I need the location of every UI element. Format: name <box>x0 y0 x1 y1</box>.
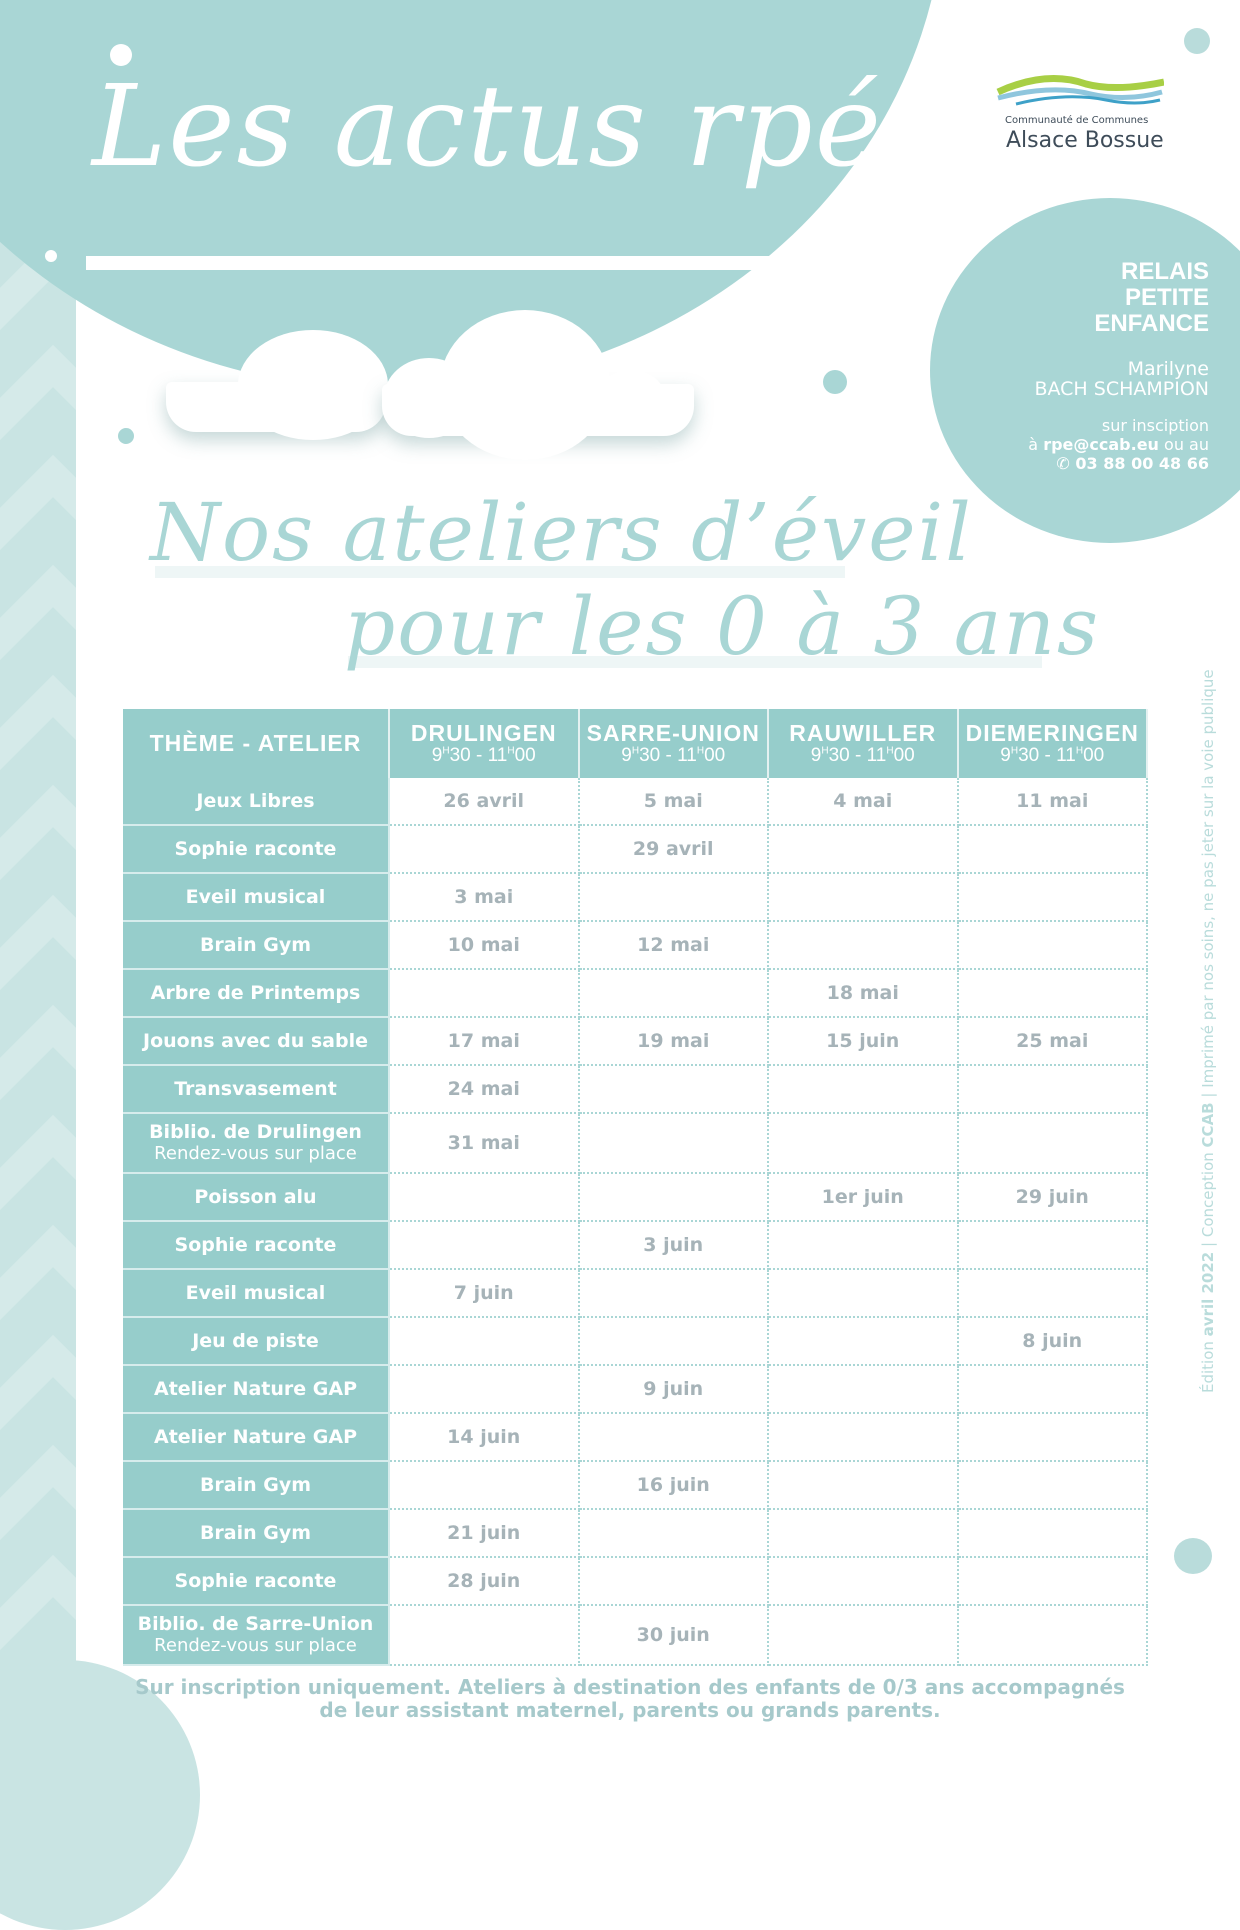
phone-line <box>1056 454 1209 473</box>
date-cell <box>768 1365 958 1413</box>
date-cell <box>768 873 958 921</box>
column-header-location <box>768 709 958 778</box>
contact-name: Marilyne <box>1127 358 1209 380</box>
contact-name: BACH SCHAMPION <box>1034 378 1209 400</box>
logo-label-small: Communauté de Communes <box>1005 115 1149 126</box>
theme-label: Biblio. de Sarre-Union <box>137 1613 374 1635</box>
date-cell: 18 mai <box>768 969 958 1017</box>
decorative-dot <box>45 250 57 262</box>
date-cell <box>768 1557 958 1605</box>
theme-cell <box>123 778 389 825</box>
table-header-row <box>123 709 1147 778</box>
date-cell <box>958 1557 1148 1605</box>
footer-line: Sur inscription uniquement. Ateliers à destination des enfants de 0/3 ans accompagnés <box>135 1675 1125 1699</box>
date-cell <box>389 825 579 873</box>
theme-cell <box>123 1509 389 1557</box>
theme-cell <box>123 921 389 969</box>
session-hours: $9^H30 - 11^H00$ <box>431 745 536 766</box>
theme-cell <box>123 825 389 873</box>
date-cell: 17 mai <box>389 1017 579 1065</box>
theme-label: Sophie raconte <box>174 1233 337 1256</box>
date-cell <box>579 969 769 1017</box>
date-cell: 7 juin <box>389 1269 579 1317</box>
table-row <box>123 1413 1147 1461</box>
theme-cell <box>123 1113 389 1173</box>
theme-label: Poisson alu <box>194 1185 317 1208</box>
theme-label: Sophie raconte <box>174 1569 337 1592</box>
title-underline <box>86 256 858 270</box>
date-cell <box>958 1413 1148 1461</box>
theme-cell <box>123 969 389 1017</box>
edition-credit: Édition avril 2022 | Conception CCAB | Imprimé par nos soins, ne pas jeter sur la voie publique <box>1199 669 1217 1393</box>
theme-cell <box>123 1413 389 1461</box>
date-cell: 24 mai <box>389 1065 579 1113</box>
date-cell <box>389 1605 579 1665</box>
date-cell <box>389 1221 579 1269</box>
column-header-location <box>389 709 579 778</box>
date-cell <box>579 873 769 921</box>
phone-number[interactable]: 03 88 00 48 66 <box>1075 454 1209 473</box>
subtitle-line: Nos ateliers d’éveil <box>150 486 973 579</box>
footer-line: de leur assistant maternel, parents ou grands parents. <box>319 1698 941 1722</box>
date-cell <box>768 1509 958 1557</box>
date-cell <box>958 969 1148 1017</box>
date-cell <box>579 1557 769 1605</box>
table-row <box>123 1509 1147 1557</box>
theme-note: Rendez-vous sur place <box>154 1635 357 1656</box>
date-cell <box>958 1509 1148 1557</box>
email-line <box>1028 435 1209 454</box>
date-cell: 25 mai <box>958 1017 1148 1065</box>
theme-label: Biblio. de Drulingen <box>149 1121 362 1143</box>
theme-label: Jeu de piste <box>192 1329 319 1352</box>
phone-icon: ✆ <box>1056 454 1070 473</box>
date-cell <box>579 1413 769 1461</box>
date-cell <box>768 1413 958 1461</box>
date-cell: 15 juin <box>768 1017 958 1065</box>
date-cell: 29 juin <box>958 1173 1148 1221</box>
theme-cell <box>123 873 389 921</box>
date-cell <box>579 1269 769 1317</box>
date-cell: 11 mai <box>958 778 1148 825</box>
theme-cell <box>123 1317 389 1365</box>
session-hours: $9^H30 - 11^H00$ <box>810 745 915 766</box>
relais-line: PETITE <box>1124 284 1209 311</box>
theme-cell <box>123 1557 389 1605</box>
theme-label: Jouons avec du sable <box>143 1029 368 1052</box>
date-cell <box>768 1113 958 1173</box>
table-row <box>123 1017 1147 1065</box>
date-cell <box>958 1113 1148 1173</box>
theme-label: Arbre de Printemps <box>150 981 361 1004</box>
location-name: SARRE-UNION <box>586 720 760 746</box>
theme-label: Eveil musical <box>185 1281 326 1304</box>
date-cell: 16 juin <box>579 1461 769 1509</box>
relais-line: RELAIS <box>1120 258 1209 285</box>
date-cell <box>958 921 1148 969</box>
date-cell: 30 juin <box>579 1605 769 1665</box>
table-row <box>123 1461 1147 1509</box>
column-header-location <box>958 709 1148 778</box>
theme-label: Sophie raconte <box>174 837 337 860</box>
table-row <box>123 921 1147 969</box>
date-cell <box>768 1221 958 1269</box>
date-cell <box>958 1269 1148 1317</box>
table-row <box>123 1221 1147 1269</box>
date-cell: 5 mai <box>579 778 769 825</box>
theme-cell <box>123 1017 389 1065</box>
theme-label: Brain Gym <box>199 1473 312 1496</box>
date-cell: 14 juin <box>389 1413 579 1461</box>
relais-line: ENFANCE <box>1094 310 1209 337</box>
session-hours: $9^H30 - 11^H00$ <box>621 745 726 766</box>
table-row <box>123 1317 1147 1365</box>
email-link[interactable]: rpe@ccab.eu <box>1043 435 1159 454</box>
date-cell <box>389 1365 579 1413</box>
theme-label: Atelier Nature GAP <box>154 1425 357 1448</box>
date-cell: 31 mai <box>389 1113 579 1173</box>
date-cell <box>579 1113 769 1173</box>
theme-cell <box>123 1461 389 1509</box>
date-cell: 9 juin <box>579 1365 769 1413</box>
date-cell <box>768 921 958 969</box>
logo-label-main: Alsace Bossue <box>1006 128 1164 153</box>
theme-cell <box>123 1365 389 1413</box>
theme-note: Rendez-vous sur place <box>154 1143 357 1164</box>
date-cell <box>768 1065 958 1113</box>
decorative-dot <box>1174 1538 1212 1574</box>
theme-cell <box>123 1173 389 1221</box>
theme-label: Brain Gym <box>199 1521 312 1544</box>
date-cell: 29 avril <box>579 825 769 873</box>
date-cell <box>768 1317 958 1365</box>
date-cell: 12 mai <box>579 921 769 969</box>
decorative-dot <box>1184 28 1210 54</box>
table-row <box>123 825 1147 873</box>
theme-label: Atelier Nature GAP <box>154 1377 357 1400</box>
session-hours: $9^H30 - 11^H00$ <box>1000 745 1105 766</box>
theme-label: Eveil musical <box>185 885 326 908</box>
table-row <box>123 1365 1147 1413</box>
date-cell <box>958 1461 1148 1509</box>
email-suffix: ou au <box>1164 435 1209 454</box>
date-cell <box>958 873 1148 921</box>
date-cell: 3 juin <box>579 1221 769 1269</box>
date-cell <box>958 825 1148 873</box>
date-cell <box>958 1221 1148 1269</box>
date-cell <box>958 1605 1148 1665</box>
location-name: DIEMERINGEN <box>965 720 1139 746</box>
table-row <box>123 1065 1147 1113</box>
date-cell <box>389 1173 579 1221</box>
theme-cell <box>123 1221 389 1269</box>
date-cell <box>579 1173 769 1221</box>
date-cell: 21 juin <box>389 1509 579 1557</box>
email-prefix: à <box>1028 435 1039 454</box>
date-cell <box>768 1269 958 1317</box>
date-cell <box>768 1461 958 1509</box>
table-row <box>123 1605 1147 1665</box>
inscription-label: sur insciption <box>1101 416 1209 435</box>
date-cell <box>768 1605 958 1665</box>
decorative-dot <box>823 370 847 394</box>
date-cell: 26 avril <box>389 778 579 825</box>
date-cell <box>389 969 579 1017</box>
date-cell <box>389 1317 579 1365</box>
table-row <box>123 1269 1147 1317</box>
date-cell: 19 mai <box>579 1017 769 1065</box>
column-header-theme: THÈME - ATELIER <box>123 709 389 778</box>
theme-label: Jeux Libres <box>196 789 315 812</box>
footer-note <box>130 1676 1130 1722</box>
schedule-table <box>123 709 1148 1666</box>
location-name: RAUWILLER <box>789 720 937 746</box>
theme-cell <box>123 1065 389 1113</box>
date-cell: 28 juin <box>389 1557 579 1605</box>
date-cell <box>768 825 958 873</box>
date-cell <box>389 1461 579 1509</box>
date-cell: 8 juin <box>958 1317 1148 1365</box>
table-row <box>123 778 1147 825</box>
table-row <box>123 969 1147 1017</box>
theme-cell <box>123 1605 389 1665</box>
date-cell <box>958 1065 1148 1113</box>
schedule-body <box>123 778 1147 1665</box>
date-cell <box>579 1065 769 1113</box>
table-row <box>123 873 1147 921</box>
theme-label: Transvasement <box>174 1077 337 1100</box>
date-cell: 10 mai <box>389 921 579 969</box>
date-cell <box>958 1365 1148 1413</box>
page-title: Les actus rpé <box>92 62 883 192</box>
date-cell <box>579 1509 769 1557</box>
table-row <box>123 1173 1147 1221</box>
table-row <box>123 1557 1147 1605</box>
column-header-location <box>579 709 769 778</box>
location-name: DRULINGEN <box>410 720 557 746</box>
theme-cell <box>123 1269 389 1317</box>
date-cell <box>579 1317 769 1365</box>
decorative-dot <box>118 428 134 444</box>
date-cell: 1er juin <box>768 1173 958 1221</box>
subtitle-line: pour les 0 à 3 ans <box>344 580 1101 673</box>
table-row <box>123 1113 1147 1173</box>
date-cell: 3 mai <box>389 873 579 921</box>
date-cell: 4 mai <box>768 778 958 825</box>
decorative-chevron-strip <box>0 240 76 1754</box>
theme-label: Brain Gym <box>199 933 312 956</box>
